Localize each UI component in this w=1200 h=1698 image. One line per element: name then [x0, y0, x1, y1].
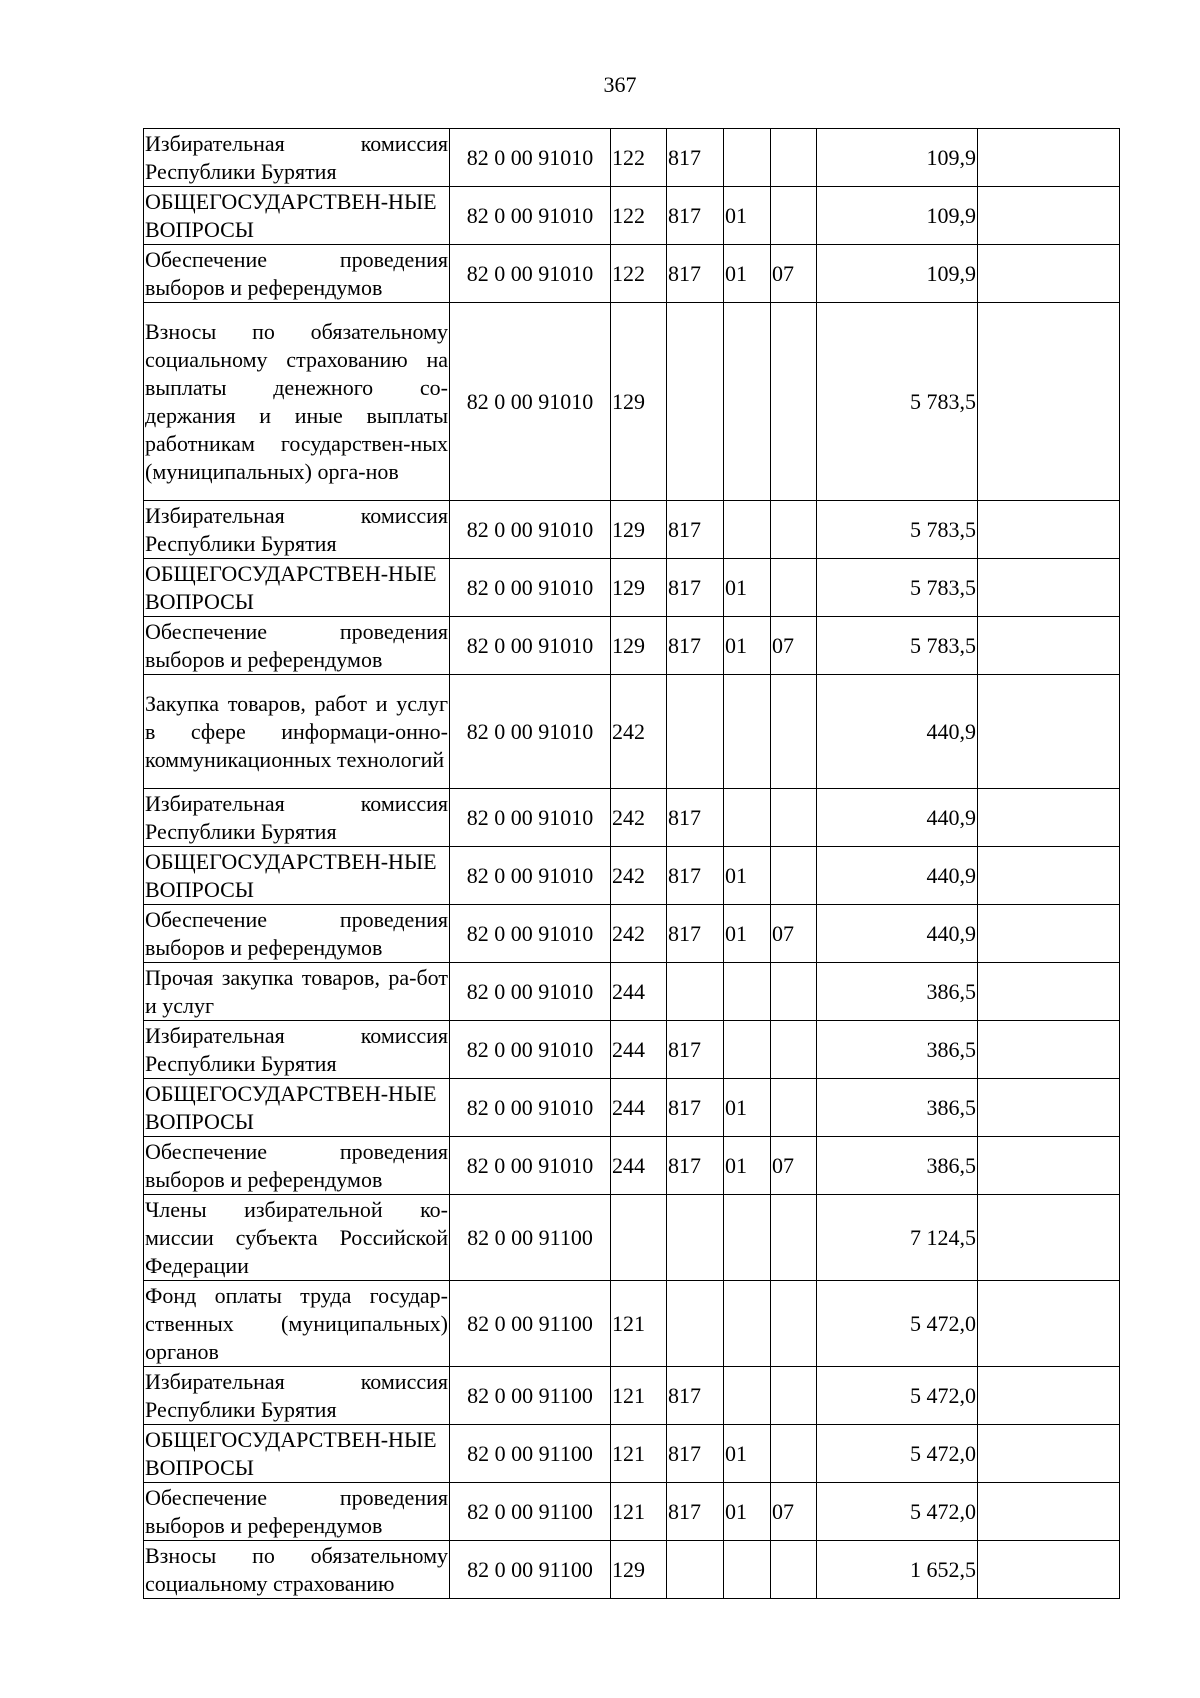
row-target-code: 82 0 00 91100 [450, 1281, 611, 1367]
row-section: 01 [724, 1483, 771, 1541]
table-row [144, 303, 1120, 501]
row-section [724, 303, 771, 501]
row-empty-cell [978, 1021, 1120, 1079]
row-subsection: 07 [771, 1483, 817, 1541]
row-admin-code [667, 303, 724, 501]
row-amount: 440,9 [817, 675, 978, 789]
row-amount: 386,5 [817, 963, 978, 1021]
row-expense-type: 242 [611, 847, 667, 905]
row-admin-code: 817 [667, 1079, 724, 1137]
row-subsection [771, 675, 817, 789]
row-amount: 5 783,5 [817, 501, 978, 559]
row-expense-type: 121 [611, 1281, 667, 1367]
row-target-code: 82 0 00 91100 [450, 1425, 611, 1483]
table-row [144, 1367, 1120, 1425]
row-name: Обеспечение проведения выборов и референдумов [144, 1483, 450, 1541]
row-empty-cell [978, 1483, 1120, 1541]
row-expense-type: 129 [611, 617, 667, 675]
row-section [724, 675, 771, 789]
row-target-code: 82 0 00 91010 [450, 187, 611, 245]
table-row [144, 187, 1120, 245]
row-amount: 5 472,0 [817, 1425, 978, 1483]
row-name: Члены избирательной ко-миссии субъекта Российской Федерации [144, 1195, 450, 1281]
row-subsection [771, 303, 817, 501]
row-subsection: 07 [771, 245, 817, 303]
row-empty-cell [978, 1137, 1120, 1195]
row-admin-code: 817 [667, 1367, 724, 1425]
row-expense-type: 122 [611, 187, 667, 245]
budget-table [143, 128, 1120, 1599]
row-name: ОБЩЕГОСУДАРСТВЕН-НЫЕ ВОПРОСЫ [144, 187, 450, 245]
row-subsection [771, 501, 817, 559]
row-admin-code: 817 [667, 129, 724, 187]
row-target-code: 82 0 00 91010 [450, 1079, 611, 1137]
row-empty-cell [978, 129, 1120, 187]
row-amount: 5 783,5 [817, 559, 978, 617]
row-name: Закупка товаров, работ и услуг в сфере информаци-онно-коммуникационных технологий [144, 675, 450, 789]
row-admin-code: 817 [667, 1137, 724, 1195]
row-expense-type: 121 [611, 1483, 667, 1541]
row-target-code: 82 0 00 91010 [450, 617, 611, 675]
row-expense-type: 129 [611, 501, 667, 559]
row-subsection [771, 1079, 817, 1137]
row-amount: 5 472,0 [817, 1281, 978, 1367]
row-name: Обеспечение проведения выборов и референдумов [144, 1137, 450, 1195]
row-empty-cell [978, 905, 1120, 963]
row-expense-type: 129 [611, 1541, 667, 1599]
row-target-code: 82 0 00 91100 [450, 1195, 611, 1281]
row-empty-cell [978, 559, 1120, 617]
row-target-code: 82 0 00 91010 [450, 847, 611, 905]
row-expense-type: 242 [611, 675, 667, 789]
row-expense-type: 121 [611, 1367, 667, 1425]
table-row [144, 245, 1120, 303]
row-admin-code: 817 [667, 1425, 724, 1483]
page-number: 367 [603, 72, 637, 97]
row-subsection [771, 1425, 817, 1483]
row-expense-type: 121 [611, 1425, 667, 1483]
row-admin-code [667, 1541, 724, 1599]
row-empty-cell [978, 963, 1120, 1021]
row-subsection [771, 1541, 817, 1599]
row-admin-code: 817 [667, 501, 724, 559]
row-name: Избирательная комиссия Республики Бурятия [144, 129, 450, 187]
row-section [724, 1541, 771, 1599]
row-target-code: 82 0 00 91010 [450, 1021, 611, 1079]
row-name: Избирательная комиссия Республики Бурятия [144, 789, 450, 847]
row-name: ОБЩЕГОСУДАРСТВЕН-НЫЕ ВОПРОСЫ [144, 847, 450, 905]
table-row [144, 847, 1120, 905]
table-row [144, 501, 1120, 559]
row-amount: 109,9 [817, 129, 978, 187]
row-amount: 440,9 [817, 847, 978, 905]
row-admin-code: 817 [667, 187, 724, 245]
row-section [724, 1021, 771, 1079]
row-target-code: 82 0 00 91010 [450, 559, 611, 617]
row-amount: 5 783,5 [817, 617, 978, 675]
row-admin-code: 817 [667, 1021, 724, 1079]
row-admin-code [667, 1281, 724, 1367]
row-admin-code: 817 [667, 617, 724, 675]
row-admin-code: 817 [667, 1483, 724, 1541]
row-target-code: 82 0 00 91010 [450, 963, 611, 1021]
row-admin-code: 817 [667, 245, 724, 303]
row-target-code: 82 0 00 91010 [450, 129, 611, 187]
row-subsection [771, 187, 817, 245]
table-row [144, 1021, 1120, 1079]
row-section [724, 789, 771, 847]
table-row [144, 559, 1120, 617]
row-target-code: 82 0 00 91010 [450, 303, 611, 501]
table-row [144, 1541, 1120, 1599]
row-subsection: 07 [771, 617, 817, 675]
row-amount: 5 783,5 [817, 303, 978, 501]
row-subsection [771, 789, 817, 847]
row-target-code: 82 0 00 91010 [450, 1137, 611, 1195]
row-amount: 109,9 [817, 245, 978, 303]
table-body [144, 129, 1120, 1599]
row-amount: 386,5 [817, 1021, 978, 1079]
row-section: 01 [724, 559, 771, 617]
row-admin-code: 817 [667, 789, 724, 847]
row-empty-cell [978, 501, 1120, 559]
row-expense-type: 244 [611, 1021, 667, 1079]
row-section: 01 [724, 1425, 771, 1483]
row-name: Обеспечение проведения выборов и референдумов [144, 905, 450, 963]
row-name: Избирательная комиссия Республики Бурятия [144, 1021, 450, 1079]
row-expense-type: 244 [611, 963, 667, 1021]
row-name: Обеспечение проведения выборов и референдумов [144, 617, 450, 675]
table-row [144, 1281, 1120, 1367]
row-target-code: 82 0 00 91100 [450, 1483, 611, 1541]
table-row [144, 905, 1120, 963]
table-row [144, 1195, 1120, 1281]
row-subsection [771, 129, 817, 187]
row-target-code: 82 0 00 91100 [450, 1541, 611, 1599]
table-row [144, 1137, 1120, 1195]
row-subsection [771, 1195, 817, 1281]
row-expense-type: 242 [611, 905, 667, 963]
row-section: 01 [724, 905, 771, 963]
row-empty-cell [978, 303, 1120, 501]
row-section [724, 129, 771, 187]
row-subsection [771, 1021, 817, 1079]
row-section: 01 [724, 1079, 771, 1137]
row-target-code: 82 0 00 91010 [450, 789, 611, 847]
row-empty-cell [978, 1079, 1120, 1137]
row-empty-cell [978, 675, 1120, 789]
row-section [724, 501, 771, 559]
row-name: Обеспечение проведения выборов и референдумов [144, 245, 450, 303]
row-expense-type: 129 [611, 303, 667, 501]
row-section [724, 1281, 771, 1367]
row-amount: 440,9 [817, 905, 978, 963]
row-empty-cell [978, 1541, 1120, 1599]
row-admin-code [667, 1195, 724, 1281]
row-expense-type: 244 [611, 1137, 667, 1195]
row-name: ОБЩЕГОСУДАРСТВЕН-НЫЕ ВОПРОСЫ [144, 559, 450, 617]
row-empty-cell [978, 1195, 1120, 1281]
row-section [724, 1195, 771, 1281]
row-section [724, 1367, 771, 1425]
row-name: ОБЩЕГОСУДАРСТВЕН-НЫЕ ВОПРОСЫ [144, 1425, 450, 1483]
row-section: 01 [724, 847, 771, 905]
row-name: Взносы по обязательному социальному страхованию [144, 1541, 450, 1599]
row-section: 01 [724, 245, 771, 303]
row-amount: 386,5 [817, 1137, 978, 1195]
row-empty-cell [978, 1367, 1120, 1425]
table-row [144, 1483, 1120, 1541]
row-expense-type: 122 [611, 129, 667, 187]
row-amount: 109,9 [817, 187, 978, 245]
row-amount: 5 472,0 [817, 1483, 978, 1541]
row-subsection [771, 1281, 817, 1367]
row-admin-code [667, 675, 724, 789]
row-expense-type: 242 [611, 789, 667, 847]
row-section: 01 [724, 1137, 771, 1195]
row-admin-code: 817 [667, 905, 724, 963]
row-admin-code: 817 [667, 559, 724, 617]
row-subsection: 07 [771, 1137, 817, 1195]
row-section [724, 963, 771, 1021]
row-subsection [771, 559, 817, 617]
row-amount: 386,5 [817, 1079, 978, 1137]
row-expense-type [611, 1195, 667, 1281]
row-target-code: 82 0 00 91010 [450, 501, 611, 559]
row-empty-cell [978, 789, 1120, 847]
table-row [144, 1425, 1120, 1483]
row-target-code: 82 0 00 91010 [450, 245, 611, 303]
row-amount: 1 652,5 [817, 1541, 978, 1599]
row-expense-type: 244 [611, 1079, 667, 1137]
row-amount: 7 124,5 [817, 1195, 978, 1281]
row-expense-type: 122 [611, 245, 667, 303]
table-row [144, 617, 1120, 675]
row-amount: 440,9 [817, 789, 978, 847]
row-name: Прочая закупка товаров, ра-бот и услуг [144, 963, 450, 1021]
table-row [144, 675, 1120, 789]
row-target-code: 82 0 00 91010 [450, 905, 611, 963]
row-name: Взносы по обязательному социальному страхованию на выплаты денежного со-держания и иные выплаты работникам государствен-ных (муниципальных) орга-нов [144, 303, 450, 501]
row-empty-cell [978, 1281, 1120, 1367]
row-target-code: 82 0 00 91010 [450, 675, 611, 789]
row-name: Фонд оплаты труда государ-ственных (муниципальных) органов [144, 1281, 450, 1367]
row-empty-cell [978, 847, 1120, 905]
row-admin-code: 817 [667, 847, 724, 905]
table-row [144, 1079, 1120, 1137]
row-empty-cell [978, 617, 1120, 675]
row-name: Избирательная комиссия Республики Бурятия [144, 501, 450, 559]
row-section: 01 [724, 187, 771, 245]
row-empty-cell [978, 245, 1120, 303]
row-empty-cell [978, 187, 1120, 245]
row-empty-cell [978, 1425, 1120, 1483]
row-amount: 5 472,0 [817, 1367, 978, 1425]
table-row [144, 963, 1120, 1021]
row-admin-code [667, 963, 724, 1021]
row-target-code: 82 0 00 91100 [450, 1367, 611, 1425]
row-section: 01 [724, 617, 771, 675]
row-subsection: 07 [771, 905, 817, 963]
table-row [144, 789, 1120, 847]
row-subsection [771, 963, 817, 1021]
row-name: ОБЩЕГОСУДАРСТВЕН-НЫЕ ВОПРОСЫ [144, 1079, 450, 1137]
row-name: Избирательная комиссия Республики Бурятия [144, 1367, 450, 1425]
row-subsection [771, 1367, 817, 1425]
table-row [144, 129, 1120, 187]
row-expense-type: 129 [611, 559, 667, 617]
row-subsection [771, 847, 817, 905]
